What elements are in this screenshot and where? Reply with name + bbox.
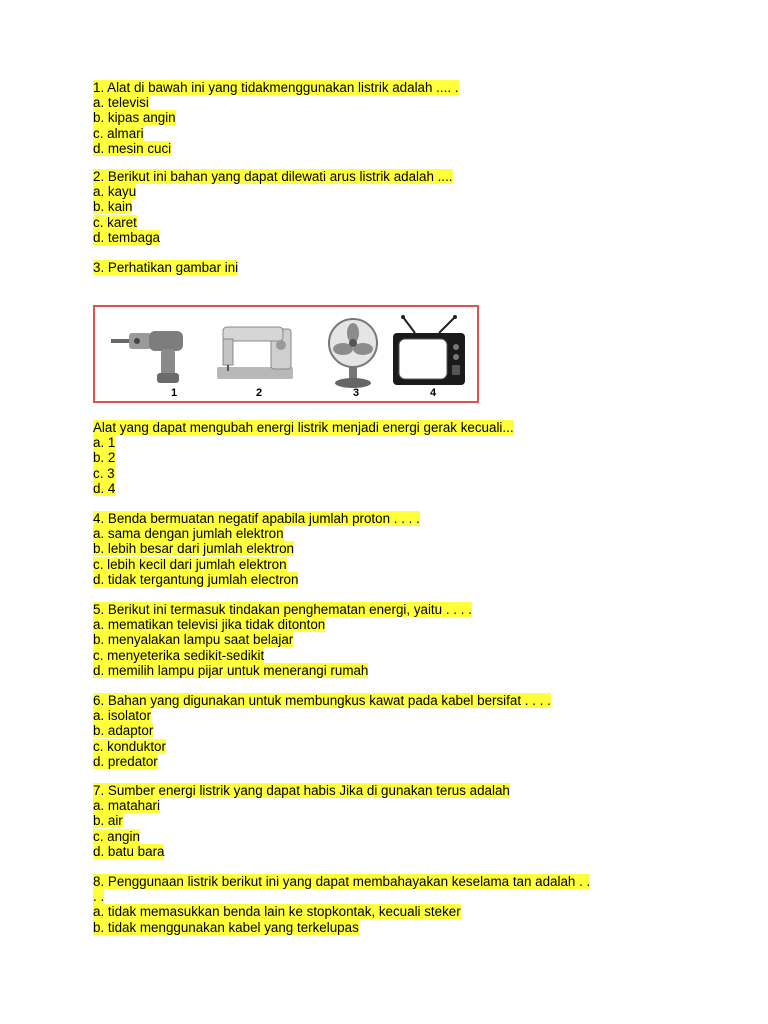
option-b: b. lebih besar dari jumlah elektron bbox=[93, 541, 294, 557]
question-8 bbox=[93, 874, 693, 935]
option-b: b. adaptor bbox=[93, 723, 154, 739]
option-b: b. kipas angin bbox=[93, 110, 176, 126]
figure-label-2: 2 bbox=[256, 387, 263, 399]
question-text: 8. Penggunaan listrik berikut ini yang dapat membahayakan keselama tan adalah . . bbox=[93, 874, 591, 889]
option-c: c. lebih kecil dari jumlah elektron bbox=[93, 556, 287, 572]
question-text: 1. Alat di bawah ini yang tidakmenggunakan listrik adalah .... . bbox=[93, 80, 459, 95]
option-d: d. tidak tergantung jumlah electron bbox=[93, 571, 299, 587]
option-a: a. televisi bbox=[93, 95, 149, 111]
option-b: b. air bbox=[93, 813, 123, 829]
option-c: c. almari bbox=[93, 125, 144, 141]
option-c: c. karet bbox=[93, 214, 137, 230]
question-3 bbox=[93, 260, 693, 275]
figure-label-1: 1 bbox=[171, 387, 178, 399]
question-text: 5. Berikut ini termasuk tindakan penghematan energi, yaitu . . . . bbox=[93, 602, 472, 617]
option-d: d. predator bbox=[93, 753, 158, 769]
option-a: a. kayu bbox=[93, 184, 137, 200]
question-text: 6. Bahan yang digunakan untuk membungkus kawat pada kabel bersifat . . . . bbox=[93, 693, 551, 708]
television-icon bbox=[389, 315, 469, 391]
option-d: d. memilih lampu pijar untuk menerangi rumah bbox=[93, 662, 369, 678]
question-text-continuation: . . bbox=[93, 889, 105, 905]
figure-label-4: 4 bbox=[430, 387, 437, 399]
figure-label-3: 3 bbox=[353, 387, 360, 399]
drill-icon bbox=[109, 315, 189, 391]
question-text: 4. Benda bermuatan negatif apabila jumlah proton . . . . bbox=[93, 511, 420, 526]
option-b: b. 2 bbox=[93, 450, 116, 466]
option-a: a. matahari bbox=[93, 798, 160, 814]
fan-icon bbox=[319, 315, 399, 391]
option-a: a. isolator bbox=[93, 708, 152, 724]
option-b: b. kain bbox=[93, 199, 133, 215]
question-3-body bbox=[93, 420, 693, 496]
question-text: 2. Berikut ini bahan yang dapat dilewati arus listrik adalah .... bbox=[93, 169, 453, 184]
option-a: a. mematikan televisi jika tidak ditonton bbox=[93, 617, 326, 633]
question-4 bbox=[93, 511, 693, 587]
option-d: d. 4 bbox=[93, 480, 116, 496]
option-b: b. tidak menggunakan kabel yang terkelupas bbox=[93, 919, 359, 935]
option-c: c. menyeterika sedikit-sedikit bbox=[93, 647, 265, 663]
question-5 bbox=[93, 602, 693, 678]
option-d: d. mesin cuci bbox=[93, 140, 172, 156]
option-b: b. menyalakan lampu saat belajar bbox=[93, 632, 294, 648]
option-d: d. batu bara bbox=[93, 843, 165, 859]
option-c: c. angin bbox=[93, 828, 140, 844]
option-a: a. 1 bbox=[93, 435, 116, 451]
appliance-figure bbox=[93, 305, 479, 403]
sewing-machine-icon bbox=[211, 315, 291, 391]
question-7 bbox=[93, 783, 693, 859]
option-d: d. tembaga bbox=[93, 229, 160, 245]
question-text: Alat yang dapat mengubah energi listrik menjadi energi gerak kecuali... bbox=[93, 420, 514, 435]
question-text: 3. Perhatikan gambar ini bbox=[93, 260, 239, 275]
option-c: c. 3 bbox=[93, 465, 115, 481]
question-text: 7. Sumber energi listrik yang dapat habis Jika di gunakan terus adalah bbox=[93, 783, 510, 798]
question-2 bbox=[93, 169, 693, 245]
question-1 bbox=[93, 80, 693, 156]
question-6 bbox=[93, 693, 693, 769]
option-a: a. tidak memasukkan benda lain ke stopkontak, kecuali steker bbox=[93, 904, 461, 920]
option-a: a. sama dengan jumlah elektron bbox=[93, 526, 284, 542]
option-c: c. konduktor bbox=[93, 738, 166, 754]
